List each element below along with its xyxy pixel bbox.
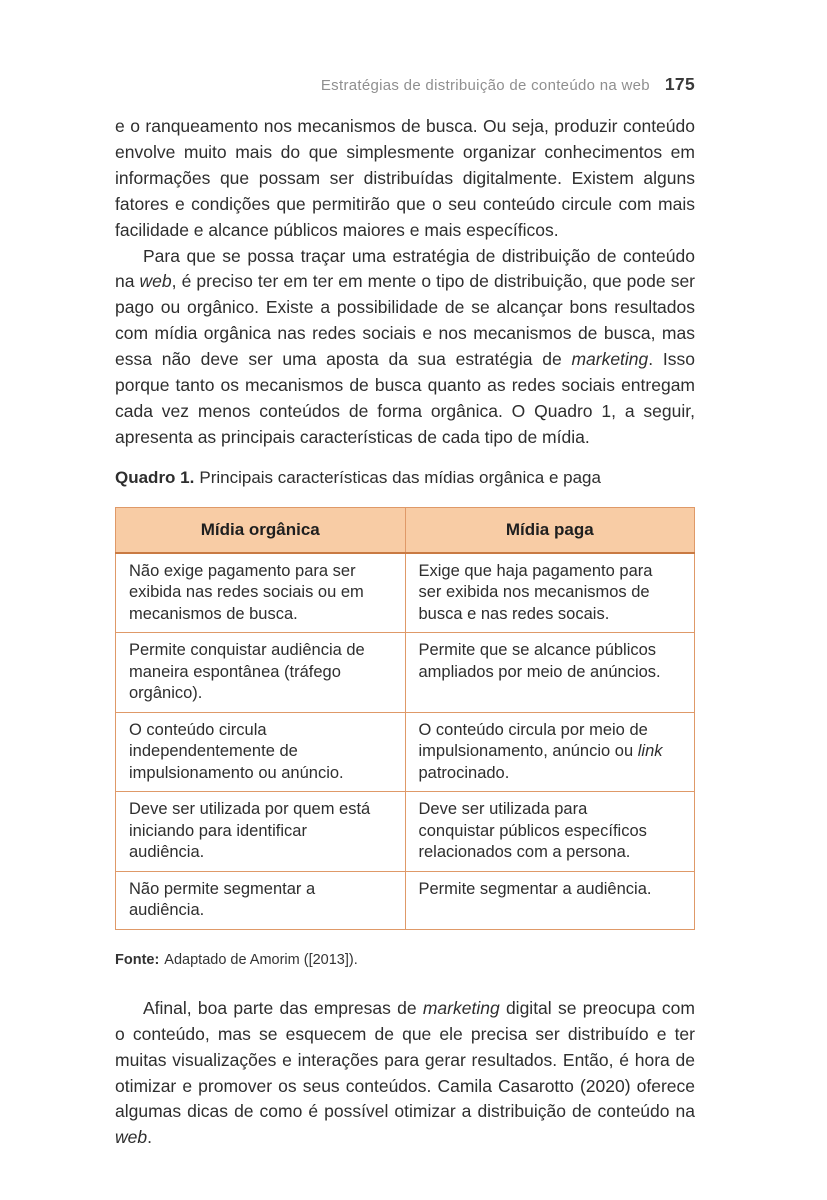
- table-row: [116, 553, 695, 633]
- column-header-paid-media: Mídia paga: [405, 507, 695, 553]
- table-caption-label: Quadro 1.: [115, 467, 195, 487]
- table-source-text: Adaptado de Amorim ([2013]).: [164, 951, 358, 968]
- table-cell: O conteúdo circula independentemente de impulsionamento ou anúncio.: [116, 712, 406, 792]
- column-header-organic-media: Mídia orgânica: [116, 507, 406, 553]
- table-cell: Exige que haja pagamento para ser exibida nos mecanismos de busca e nas redes socais.: [405, 553, 695, 633]
- paragraph-closing: Afinal, boa parte das empresas de marketing digital se preocupa com o conteúdo, mas se esquecem de que ele precisa ser distribuído e ter muitas visualizações e interações para gerar resultados. Então, é hora de otimizar e promover os seus conteúdos. Camila Casarotto (2020) oferece algumas dicas de como é possível otimizar a distribuição de conteúdo na web.: [115, 997, 695, 1148]
- table-source: [115, 951, 695, 970]
- running-head: [115, 74, 695, 95]
- table-body: [116, 553, 695, 930]
- table-header-row: [116, 507, 695, 553]
- table-row: [116, 871, 695, 929]
- table-header: [116, 507, 695, 553]
- table-cell: Deve ser utilizada por quem está iniciando para identificar audiência.: [116, 792, 406, 872]
- table-cell: Permite que se alcance públicos ampliados por meio de anúncios.: [405, 633, 695, 713]
- media-comparison-table: [115, 507, 695, 930]
- table-row: [116, 712, 695, 792]
- page-content: [115, 114, 695, 1151]
- table-cell: Permite conquistar audiência de maneira espontânea (tráfego orgânico).: [116, 633, 406, 713]
- table-caption: [115, 466, 695, 490]
- table-cell: Não exige pagamento para ser exibida nas redes sociais ou em mecanismos de busca.: [116, 553, 406, 633]
- table-cell: Não permite segmentar a audiência.: [116, 871, 406, 929]
- table-cell: Deve ser utilizada para conquistar públicos específicos relacionados com a persona.: [405, 792, 695, 872]
- table-caption-text: Principais características das mídias orgânica e paga: [199, 467, 601, 487]
- table-row: [116, 633, 695, 713]
- table-row: [116, 792, 695, 872]
- running-head-title: Estratégias de distribuição de conteúdo na web: [320, 77, 650, 94]
- table-cell: Permite segmentar a audiência.: [405, 871, 695, 929]
- page-number: 175: [664, 74, 695, 94]
- table-source-label: Fonte:: [115, 951, 160, 968]
- table-cell: O conteúdo circula por meio de impulsionamento, anúncio ou link patrocinado.: [405, 712, 695, 792]
- paragraph-intro: e o ranqueamento nos mecanismos de busca. Ou seja, produzir conteúdo envolve muito mais do que simplesmente organizar conhecimentos em informações que possam ser distribuídas digitalmente. Existem alguns fatores e condições que permitirão que o seu conteúdo circule com mais facilidade e alcance públicos maiores e mais específicos.: [115, 116, 695, 240]
- paragraph-strategy: Para que se possa traçar uma estratégia de distribuição de conteúdo na web, é preciso ter em ter em mente o tipo de distribuição, que pode ser pago ou orgânico. Existe a possibilidade de se alcançar bons resultados com mídia orgânica nas redes sociais e nos mecanismos de busca, mas essa não deve ser uma aposta da sua estratégia de marketing. Isso porque tanto os mecanismos de busca quanto as redes sociais entregam cada vez menos conteúdos de forma orgânica. O Quadro 1, a seguir, apresenta as principais características de cada tipo de mídia.: [115, 245, 695, 447]
